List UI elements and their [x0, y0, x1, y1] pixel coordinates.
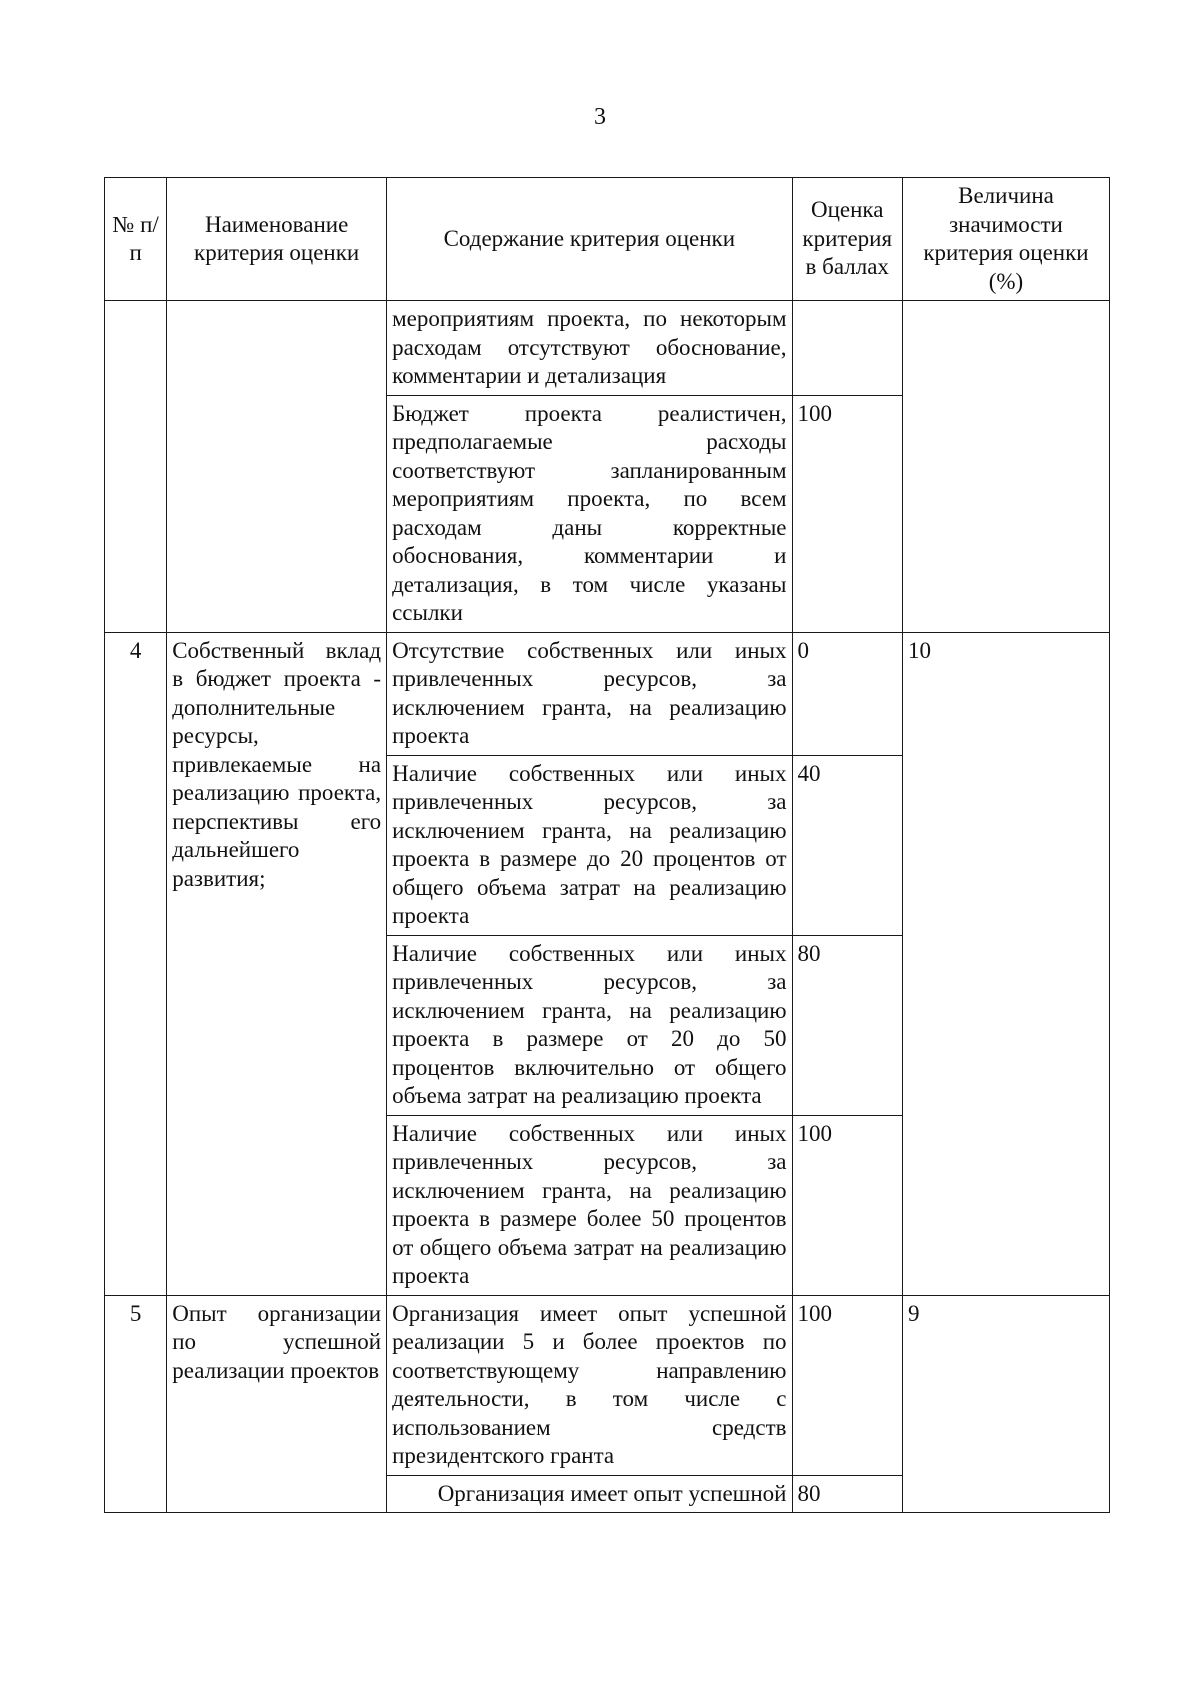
criterion-content: Бюджет проекта реалистичен, предполагаемые расходы соответствуют запланированным мероприятиям проекта, по всем расходам даны корректные обоснования, комментарии и детализация, в том числе указаны ссылки — [387, 395, 792, 632]
criterion-name: Опыт организации по успешной реализации проектов — [167, 1295, 387, 1513]
criterion-number: 4 — [105, 632, 167, 1295]
criterion-score: 100 — [792, 1115, 902, 1295]
page-number: 3 — [594, 104, 606, 130]
continuation-name-cell — [167, 301, 387, 633]
criterion-content: Наличие собственных или иных привлеченных ресурсов, за исключением гранта, на реализацию проекта в размере от 20 до 50 процентов включительно от общего объема затрат на реализацию проекта — [387, 935, 792, 1115]
criterion-score: 80 — [792, 1475, 902, 1513]
criterion-score: 80 — [792, 935, 902, 1115]
continuation-num-cell — [105, 301, 167, 633]
table-row — [105, 1295, 1110, 1475]
criterion-score: 100 — [792, 395, 902, 632]
header-weight: Величина значимости критерия оценки (%) — [902, 178, 1109, 301]
header-num: № п/п — [105, 178, 167, 301]
criterion-name: Собственный вклад в бюджет проекта - дополнительные ресурсы, привлекаемые на реализацию проекта, перспективы его дальнейшего развития; — [167, 632, 387, 1295]
criterion-score: 100 — [792, 1295, 902, 1475]
criterion-content: Наличие собственных или иных привлеченных ресурсов, за исключением гранта, на реализацию проекта в размере до 20 процентов от общего объема затрат на реализацию проекта — [387, 755, 792, 935]
criterion-content: Наличие собственных или иных привлеченных ресурсов, за исключением гранта, на реализацию проекта в размере более 50 процентов от общего объема затрат на реализацию проекта — [387, 1115, 792, 1295]
criterion-content: Организация имеет опыт успешной — [387, 1475, 792, 1513]
header-score: Оценка критерия в баллах — [792, 178, 902, 301]
criteria-table — [104, 177, 1110, 1513]
criterion-content: Отсутствие собственных или иных привлеченных ресурсов, за исключением гранта, на реализацию проекта — [387, 632, 792, 755]
criterion-score: 0 — [792, 632, 902, 755]
header-content: Содержание критерия оценки — [387, 178, 792, 301]
criterion-content: мероприятиям проекта, по некоторым расходам отсутствуют обоснование, комментарии и детализация — [387, 301, 792, 396]
criterion-weight: 10 — [902, 632, 1109, 1295]
table-row — [105, 632, 1110, 755]
header-row — [105, 178, 1110, 301]
table-row — [105, 301, 1110, 396]
header-name: Наименование критерия оценки — [167, 178, 387, 301]
continuation-weight-cell — [902, 301, 1109, 633]
criterion-weight: 9 — [902, 1295, 1109, 1513]
criterion-number: 5 — [105, 1295, 167, 1513]
criterion-content: Организация имеет опыт успешной реализации 5 и более проектов по соответствующему направлению деятельности, в том числе с использованием средств президентского гранта — [387, 1295, 792, 1475]
criterion-score — [792, 301, 902, 396]
criterion-score: 40 — [792, 755, 902, 935]
